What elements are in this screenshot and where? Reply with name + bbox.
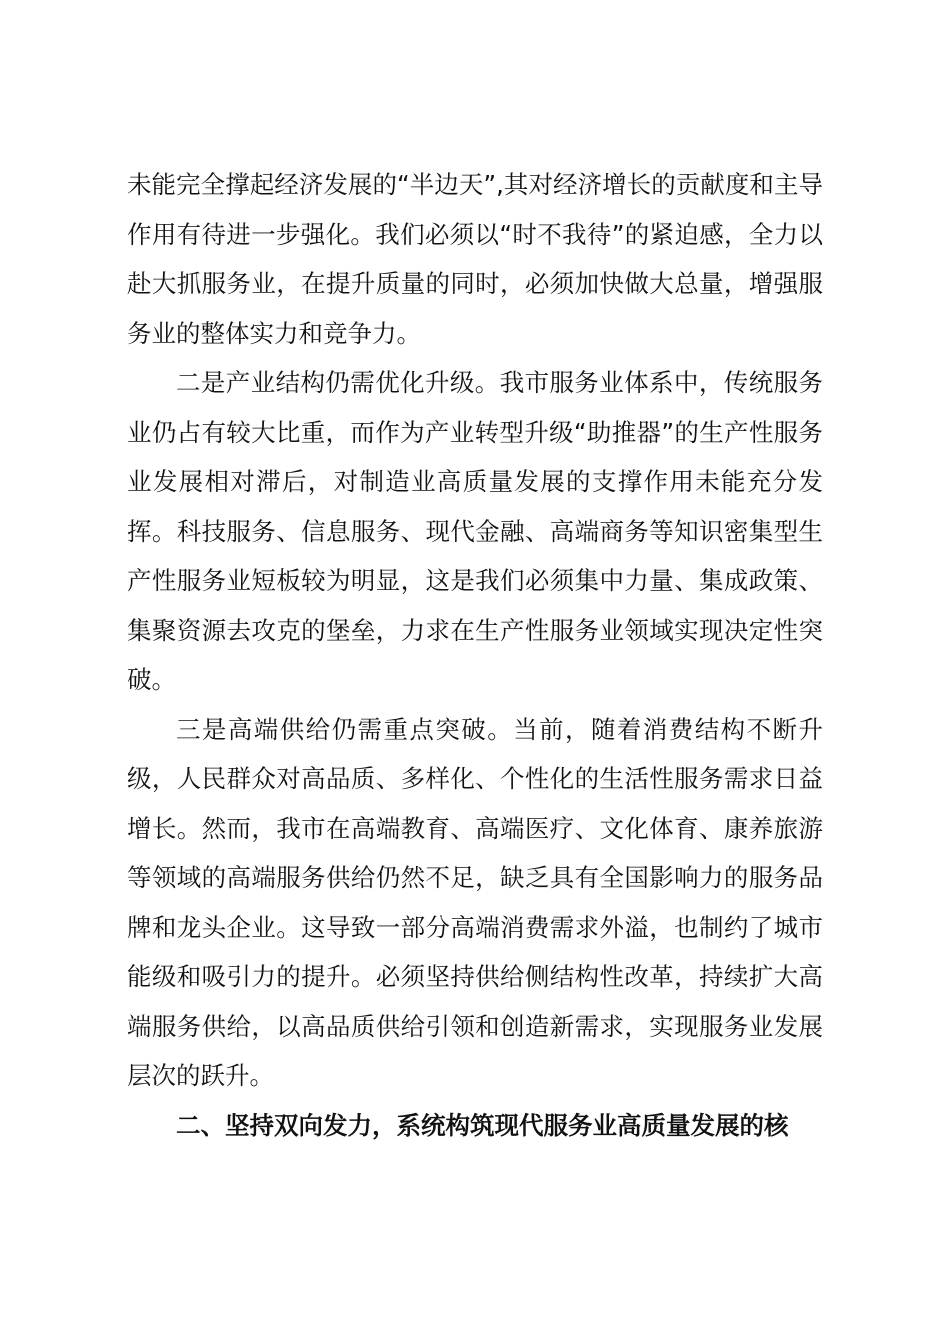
- paragraph-high-end-supply: 三是高端供给仍需重点突破。当前，随着消费结构不断升级，人民群众对高品质、多样化、个性化的生活性服务需求日益增长。然而，我市在高端教育、高端医疗、文化体育、康养旅游等领域的高端服务供给仍然不足，缺乏具有全国影响力的服务品牌和龙头企业。这导致一部分高端消费需求外溢，也制约了城市能级和吸引力的提升。必须坚持供给侧结构性改革，持续扩大高端服务供给，以高品质供给引领和创造新需求，实现服务业发展层次的跃升。: [127, 714, 823, 1090]
- section-heading: 二、坚持双向发力，系统构筑现代服务业高质量发展的核: [176, 1110, 789, 1140]
- paragraph-continuation: 未能完全撑起经济发展的“半边天”,其对经济增长的贡献度和主导作用有待进一步强化。我们必须以“时不我待”的紧迫感，全力以赴大抓服务业，在提升质量的同时，必须加快做大总量，增强服务业的整体实力和竞争力。: [127, 170, 823, 348]
- paragraph-industry-structure: 二是产业结构仍需优化升级。我市服务业体系中，传统服务业仍占有较大比重，而作为产业转型升级“助推器”的生产性服务业发展相对滞后，对制造业高质量发展的支撑作用未能充分发挥。科技服务、信息服务、现代金融、高端商务等知识密集型生产性服务业短板较为明显，这是我们必须集中力量、集成政策、集聚资源去攻克的堡垒，力求在生产性服务业领域实现决定性突破。: [127, 368, 823, 694]
- document-body: [127, 160, 823, 1150]
